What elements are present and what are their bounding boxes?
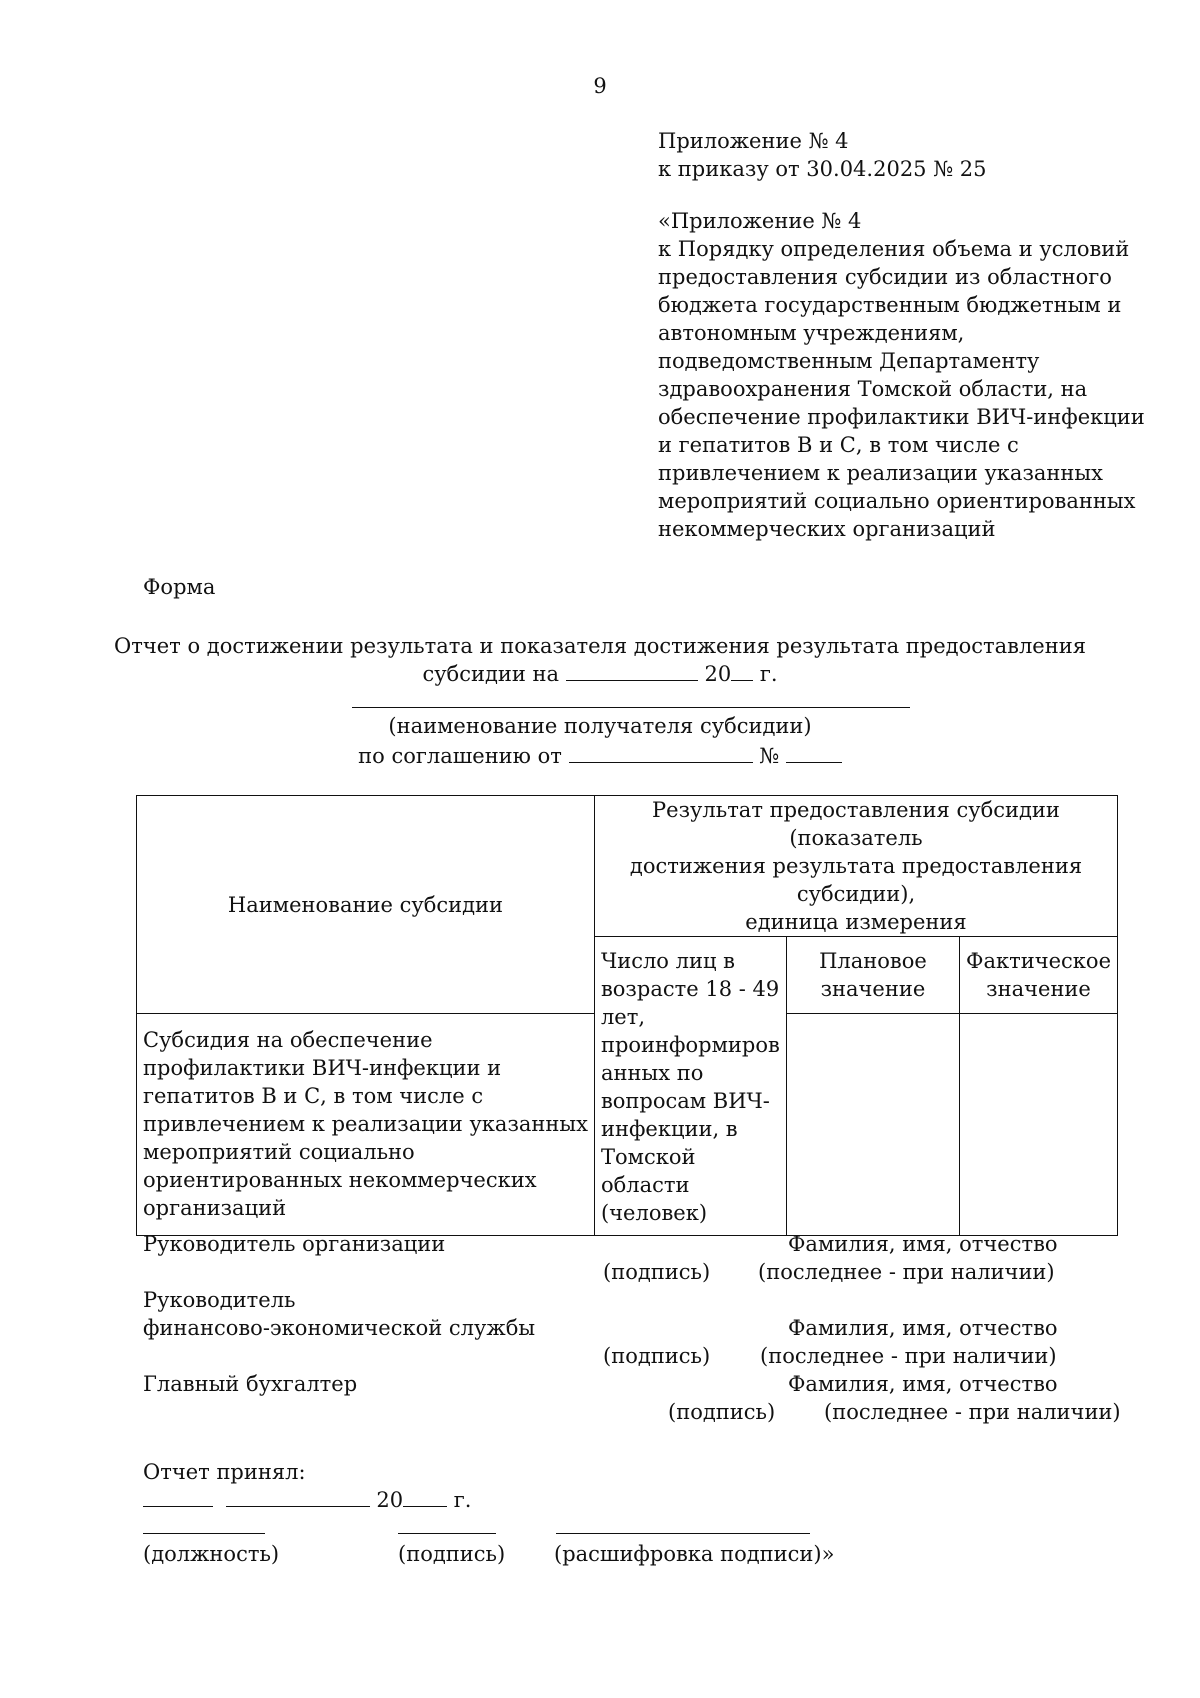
date-blank[interactable] bbox=[566, 660, 698, 681]
recipient-name-line[interactable] bbox=[352, 707, 910, 708]
year-blank[interactable] bbox=[731, 660, 753, 681]
accepted-day-blank[interactable] bbox=[143, 1486, 213, 1507]
signer-head-fio: Фамилия, имя, отчество bbox=[788, 1232, 1058, 1256]
col-header-subsidy-name: Наименование субсидии bbox=[137, 796, 595, 1014]
col-header-result: Результат предоставления субсидии (показатель достижения результата предоставления субсидии), единица измерения bbox=[594, 796, 1117, 937]
page-number: 9 bbox=[593, 74, 607, 98]
accepted-date-line: 20 г. bbox=[143, 1486, 471, 1514]
signature-line[interactable] bbox=[398, 1533, 496, 1534]
recipient-caption: (наименование получателя субсидии) bbox=[388, 714, 812, 738]
agreement-number-blank[interactable] bbox=[786, 742, 842, 763]
agreement-line: по соглашению от № bbox=[0, 742, 1200, 768]
decoding-line[interactable] bbox=[556, 1533, 810, 1534]
signer-head-label: Руководитель организации bbox=[143, 1232, 446, 1256]
col-header-actual: Фактическое значение bbox=[960, 937, 1118, 1014]
position-caption: (должность) bbox=[143, 1542, 280, 1566]
appendix-line: к приказу от 30.04.2025 № 25 bbox=[658, 157, 987, 181]
col-header-planned: Плановое значение bbox=[786, 937, 959, 1014]
signer-finance-note: (последнее - при наличии) bbox=[760, 1344, 1057, 1368]
signature-caption: (подпись) bbox=[398, 1542, 506, 1566]
appendix-quote-line: обеспечение профилактики ВИЧ-инфекции bbox=[658, 405, 1145, 429]
appendix-quote-line: предоставления субсидии из областного bbox=[658, 265, 1112, 289]
report-title bbox=[0, 632, 1200, 688]
planned-value-cell[interactable] bbox=[786, 1014, 959, 1236]
signer-accountant-fio: Фамилия, имя, отчество bbox=[788, 1372, 1058, 1396]
appendix-quote-line: автономным учреждениям, bbox=[658, 321, 965, 345]
appendix-quote-line: к Порядку определения объема и условий bbox=[658, 237, 1130, 261]
accepted-month-blank[interactable] bbox=[226, 1486, 370, 1507]
agreement-date-blank[interactable] bbox=[569, 742, 753, 763]
indicator-cell: Число лиц в возрасте 18 - 49 лет, проинформиров анных по вопросам ВИЧ- инфекции, в Томской области (человек) bbox=[594, 937, 786, 1236]
signer-finance-signature: (подпись) bbox=[603, 1344, 711, 1368]
appendix-quote-line: «Приложение № 4 bbox=[658, 209, 862, 233]
appendix-header bbox=[658, 127, 1145, 543]
form-label: Форма bbox=[143, 575, 216, 599]
signer-finance-fio: Фамилия, имя, отчество bbox=[788, 1316, 1058, 1340]
decoding-caption: (расшифровка подписи)» bbox=[554, 1542, 835, 1566]
signer-accountant-signature: (подпись) bbox=[668, 1400, 776, 1424]
signer-head-signature: (подпись) bbox=[603, 1260, 711, 1284]
appendix-quote-line: и гепатитов В и С, в том числе с bbox=[658, 433, 1019, 457]
appendix-quote-line: здравоохранения Томской области, на bbox=[658, 377, 1088, 401]
report-table bbox=[136, 795, 1118, 1236]
appendix-line: Приложение № 4 bbox=[658, 129, 849, 153]
signer-accountant-label: Главный бухгалтер bbox=[143, 1372, 358, 1396]
appendix-quote-line: подведомственным Департаменту bbox=[658, 349, 1040, 373]
signer-finance-label2: финансово-экономической службы bbox=[143, 1316, 536, 1340]
signer-finance-label1: Руководитель bbox=[143, 1288, 296, 1312]
accepted-label: Отчет принял: bbox=[143, 1460, 306, 1484]
position-line[interactable] bbox=[143, 1533, 265, 1534]
appendix-quote-line: мероприятий социально ориентированных bbox=[658, 489, 1136, 513]
actual-value-cell[interactable] bbox=[960, 1014, 1118, 1236]
appendix-quote-line: бюджета государственным бюджетным и bbox=[658, 293, 1122, 317]
appendix-quote-line: привлечением к реализации указанных bbox=[658, 461, 1103, 485]
appendix-quote-line: некоммерческих организаций bbox=[658, 517, 996, 541]
report-title-line1: Отчет о достижении результата и показателя достижения результата предоставления bbox=[114, 634, 1086, 658]
subsidy-name-cell: Субсидия на обеспечение профилактики ВИЧ-инфекции и гепатитов В и С, в том числе с привлечением к реализации указанных мероприятий социально ориентированных некоммерческих организаций bbox=[137, 1014, 595, 1236]
accepted-year-blank[interactable] bbox=[403, 1486, 447, 1507]
report-title-line2: субсидии на 20 г. bbox=[422, 662, 778, 686]
signer-accountant-note: (последнее - при наличии) bbox=[824, 1400, 1121, 1424]
signer-head-note: (последнее - при наличии) bbox=[758, 1260, 1055, 1284]
